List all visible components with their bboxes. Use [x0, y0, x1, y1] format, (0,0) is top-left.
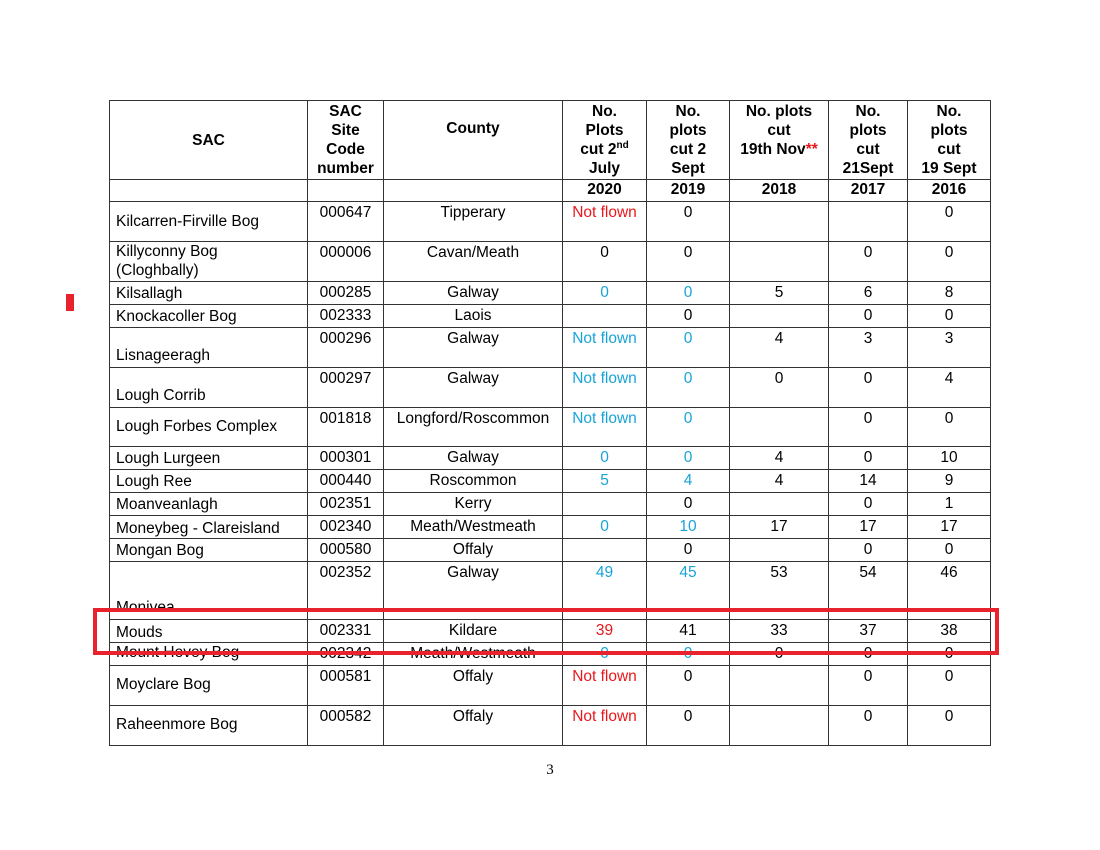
- value-2020-cell: 0: [563, 516, 647, 539]
- site-code-cell: 000647: [308, 202, 384, 242]
- table-row: [110, 242, 991, 282]
- value-2020-cell: Not flown: [563, 368, 647, 408]
- year-2020: 2020: [563, 180, 647, 202]
- value-2017-cell: 0: [829, 408, 908, 447]
- header-2016: [908, 101, 991, 180]
- site-code-cell: 000296: [308, 328, 384, 368]
- sac-name-cell: Mouds: [110, 620, 308, 643]
- value-2016-cell: 4: [908, 368, 991, 408]
- table-body: [110, 202, 991, 746]
- county-cell: Longford/Roscommon: [384, 408, 563, 447]
- value-2020-cell: 0: [563, 447, 647, 470]
- county-cell: Galway: [384, 562, 563, 620]
- value-2016-cell: 46: [908, 562, 991, 620]
- header-text: cut 2: [580, 141, 617, 158]
- year-2019: 2019: [647, 180, 730, 202]
- county-cell: Laois: [384, 305, 563, 328]
- value-2018-cell: 53: [730, 562, 829, 620]
- value-2017-cell: 0: [829, 447, 908, 470]
- sac-name-cell: Mount Hevey Bog: [110, 643, 308, 666]
- county-cell: Kerry: [384, 493, 563, 516]
- year-2016: 2016: [908, 180, 991, 202]
- value-2020-cell: Not flown: [563, 202, 647, 242]
- county-cell: Offaly: [384, 539, 563, 562]
- header-2019: [647, 101, 730, 180]
- footnote-marker: **: [805, 141, 818, 158]
- value-2019-cell: 41: [647, 620, 730, 643]
- value-2016-cell: 0: [908, 666, 991, 706]
- year-blank: [110, 180, 308, 202]
- header-line: number: [317, 160, 374, 177]
- value-2020-cell: Not flown: [563, 666, 647, 706]
- value-2020-cell: 0: [563, 282, 647, 305]
- site-code-cell: 000440: [308, 470, 384, 493]
- site-code-cell: 002340: [308, 516, 384, 539]
- county-cell: Galway: [384, 328, 563, 368]
- value-2018-cell: 4: [730, 328, 829, 368]
- header-site-code: [308, 101, 384, 180]
- value-2018-cell: 33: [730, 620, 829, 643]
- value-2019-cell: 0: [647, 328, 730, 368]
- sac-name-cell: Lisnageeragh: [110, 328, 308, 368]
- value-2018-cell: 4: [730, 470, 829, 493]
- sac-name-cell: Lough Forbes Complex: [110, 408, 308, 447]
- site-code-cell: 000301: [308, 447, 384, 470]
- value-2016-cell: 17: [908, 516, 991, 539]
- value-2017-cell: [829, 202, 908, 242]
- site-code-cell: 002331: [308, 620, 384, 643]
- county-cell: Galway: [384, 282, 563, 305]
- year-blank: [384, 180, 563, 202]
- value-2016-cell: 38: [908, 620, 991, 643]
- county-cell: Offaly: [384, 666, 563, 706]
- table-row: [110, 516, 991, 539]
- value-2017-cell: 0: [829, 706, 908, 746]
- header-line: SAC: [329, 103, 362, 120]
- table-row: [110, 493, 991, 516]
- value-2018-cell: [730, 242, 829, 282]
- header-line: cut: [856, 141, 880, 158]
- value-2019-cell: 0: [647, 447, 730, 470]
- value-2018-cell: [730, 202, 829, 242]
- year-2018: 2018: [730, 180, 829, 202]
- sac-name-cell: Moanveanlagh: [110, 493, 308, 516]
- sac-name-cell: Monivea: [110, 562, 308, 620]
- table-row: [110, 305, 991, 328]
- header-2018: [730, 101, 829, 180]
- value-2019-cell: 0: [647, 202, 730, 242]
- value-2020-cell: [563, 539, 647, 562]
- header-line: plots: [930, 122, 968, 139]
- header-line: 19 Sept: [921, 160, 977, 177]
- sac-name-cell: Lough Ree: [110, 470, 308, 493]
- value-2019-cell: 0: [647, 643, 730, 666]
- sac-name-cell: Kilcarren-Firville Bog: [110, 202, 308, 242]
- county-cell: Tipperary: [384, 202, 563, 242]
- year-blank: [308, 180, 384, 202]
- table-row: [110, 202, 991, 242]
- value-2016-cell: 0: [908, 202, 991, 242]
- site-code-cell: 002333: [308, 305, 384, 328]
- table-row: [110, 470, 991, 493]
- site-code-cell: 002351: [308, 493, 384, 516]
- value-2019-cell: 0: [647, 242, 730, 282]
- site-code-cell: 000297: [308, 368, 384, 408]
- header-line: Plots: [585, 122, 624, 139]
- table-row: [110, 282, 991, 305]
- header-line: No.: [675, 103, 701, 120]
- county-cell: Cavan/Meath: [384, 242, 563, 282]
- value-2016-cell: 0: [908, 539, 991, 562]
- value-2017-cell: 0: [829, 368, 908, 408]
- header-line: plots: [669, 122, 707, 139]
- value-2018-cell: [730, 666, 829, 706]
- highlight-marker: [66, 294, 74, 311]
- value-2017-cell: 0: [829, 305, 908, 328]
- sac-name-cell: Killyconny Bog (Cloghbally): [110, 242, 308, 282]
- value-2018-cell: 0: [730, 643, 829, 666]
- county-cell: Offaly: [384, 706, 563, 746]
- sac-name-cell: Knockacoller Bog: [110, 305, 308, 328]
- header-line: plots: [849, 122, 887, 139]
- value-2019-cell: 0: [647, 706, 730, 746]
- header-line: No.: [592, 103, 617, 120]
- value-2017-cell: 17: [829, 516, 908, 539]
- header-line: cut 2: [669, 141, 707, 158]
- value-2018-cell: [730, 539, 829, 562]
- value-2019-cell: 4: [647, 470, 730, 493]
- sac-name-cell: Lough Corrib: [110, 368, 308, 408]
- value-2019-cell: 0: [647, 305, 730, 328]
- table-row: [110, 666, 991, 706]
- ordinal-suffix: nd: [616, 139, 629, 151]
- value-2019-cell: 0: [647, 539, 730, 562]
- value-2019-cell: 10: [647, 516, 730, 539]
- sac-name-cell: Mongan Bog: [110, 539, 308, 562]
- value-2018-cell: [730, 408, 829, 447]
- value-2020-cell: [563, 493, 647, 516]
- county-cell: Roscommon: [384, 470, 563, 493]
- value-2016-cell: 0: [908, 242, 991, 282]
- table-row: [110, 447, 991, 470]
- county-cell: Meath/Westmeath: [384, 516, 563, 539]
- value-2019-cell: 0: [647, 493, 730, 516]
- header-2017: [829, 101, 908, 180]
- value-2016-cell: 9: [908, 470, 991, 493]
- header-line: cut: [767, 122, 791, 139]
- header-line: No.: [855, 103, 881, 120]
- table-row: [110, 539, 991, 562]
- header-line: 21Sept: [842, 160, 894, 177]
- header-line: No.: [936, 103, 962, 120]
- value-2019-cell: 45: [647, 562, 730, 620]
- header-text: 19th Nov: [740, 141, 806, 158]
- value-2018-cell: 0: [730, 368, 829, 408]
- site-code-cell: 000582: [308, 706, 384, 746]
- table-row: [110, 408, 991, 447]
- value-2019-cell: 0: [647, 408, 730, 447]
- value-2017-cell: 37: [829, 620, 908, 643]
- header-line: July: [588, 160, 620, 177]
- value-2016-cell: 10: [908, 447, 991, 470]
- table-row: [110, 328, 991, 368]
- sac-name-cell: Raheenmore Bog: [110, 706, 308, 746]
- sac-name-cell: Moneybeg - Clareisland: [110, 516, 308, 539]
- page-number: 3: [546, 762, 554, 778]
- value-2016-cell: 0: [908, 408, 991, 447]
- value-2016-cell: 0: [908, 643, 991, 666]
- value-2018-cell: 4: [730, 447, 829, 470]
- value-2017-cell: 0: [829, 666, 908, 706]
- county-cell: Kildare: [384, 620, 563, 643]
- year-row: [110, 180, 991, 202]
- header-2020: [563, 101, 647, 180]
- header-county: County: [384, 101, 563, 180]
- highlight-box: [93, 608, 999, 655]
- value-2018-cell: 5: [730, 282, 829, 305]
- site-code-cell: 000006: [308, 242, 384, 282]
- value-2016-cell: 8: [908, 282, 991, 305]
- value-2017-cell: 0: [829, 643, 908, 666]
- value-2017-cell: 14: [829, 470, 908, 493]
- county-cell: Galway: [384, 447, 563, 470]
- value-2020-cell: Not flown: [563, 328, 647, 368]
- value-2019-cell: 0: [647, 368, 730, 408]
- value-2018-cell: [730, 706, 829, 746]
- value-2020-cell: Not flown: [563, 408, 647, 447]
- sac-name-cell: Moyclare Bog: [110, 666, 308, 706]
- value-2017-cell: 0: [829, 539, 908, 562]
- value-2017-cell: 54: [829, 562, 908, 620]
- value-2018-cell: [730, 493, 829, 516]
- value-2019-cell: 0: [647, 666, 730, 706]
- header-line: Site: [331, 122, 360, 139]
- header-line: No. plots: [745, 103, 813, 120]
- site-code-cell: 000580: [308, 539, 384, 562]
- county-cell: Meath/Westmeath: [384, 643, 563, 666]
- header-line: Sept: [671, 160, 705, 177]
- site-code-cell: 002352: [308, 562, 384, 620]
- value-2020-cell: Not flown: [563, 706, 647, 746]
- site-code-cell: 000285: [308, 282, 384, 305]
- value-2016-cell: 0: [908, 305, 991, 328]
- value-2020-cell: 49: [563, 562, 647, 620]
- value-2018-cell: 17: [730, 516, 829, 539]
- value-2017-cell: 3: [829, 328, 908, 368]
- site-code-cell: 000581: [308, 666, 384, 706]
- table-row: [110, 368, 991, 408]
- header-sac: SAC: [110, 101, 308, 180]
- header-row: [110, 101, 991, 180]
- county-cell: Galway: [384, 368, 563, 408]
- header-line: [733, 140, 825, 159]
- value-2018-cell: [730, 305, 829, 328]
- site-code-cell: 001818: [308, 408, 384, 447]
- header-line: cut: [937, 141, 961, 158]
- value-2019-cell: 0: [647, 282, 730, 305]
- value-2017-cell: 0: [829, 242, 908, 282]
- value-2020-cell: 39: [563, 620, 647, 643]
- site-code-cell: 002342: [308, 643, 384, 666]
- value-2020-cell: 5: [563, 470, 647, 493]
- header-line: Code: [326, 141, 365, 158]
- value-2020-cell: 0: [563, 643, 647, 666]
- year-2017: 2017: [829, 180, 908, 202]
- sac-name-cell: Kilsallagh: [110, 282, 308, 305]
- value-2020-cell: [563, 305, 647, 328]
- value-2016-cell: 1: [908, 493, 991, 516]
- value-2016-cell: 3: [908, 328, 991, 368]
- value-2016-cell: 0: [908, 706, 991, 746]
- value-2017-cell: 6: [829, 282, 908, 305]
- value-2020-cell: 0: [563, 242, 647, 282]
- table-row: [110, 706, 991, 746]
- header-line: [566, 140, 643, 159]
- sac-name-cell: Lough Lurgeen: [110, 447, 308, 470]
- value-2017-cell: 0: [829, 493, 908, 516]
